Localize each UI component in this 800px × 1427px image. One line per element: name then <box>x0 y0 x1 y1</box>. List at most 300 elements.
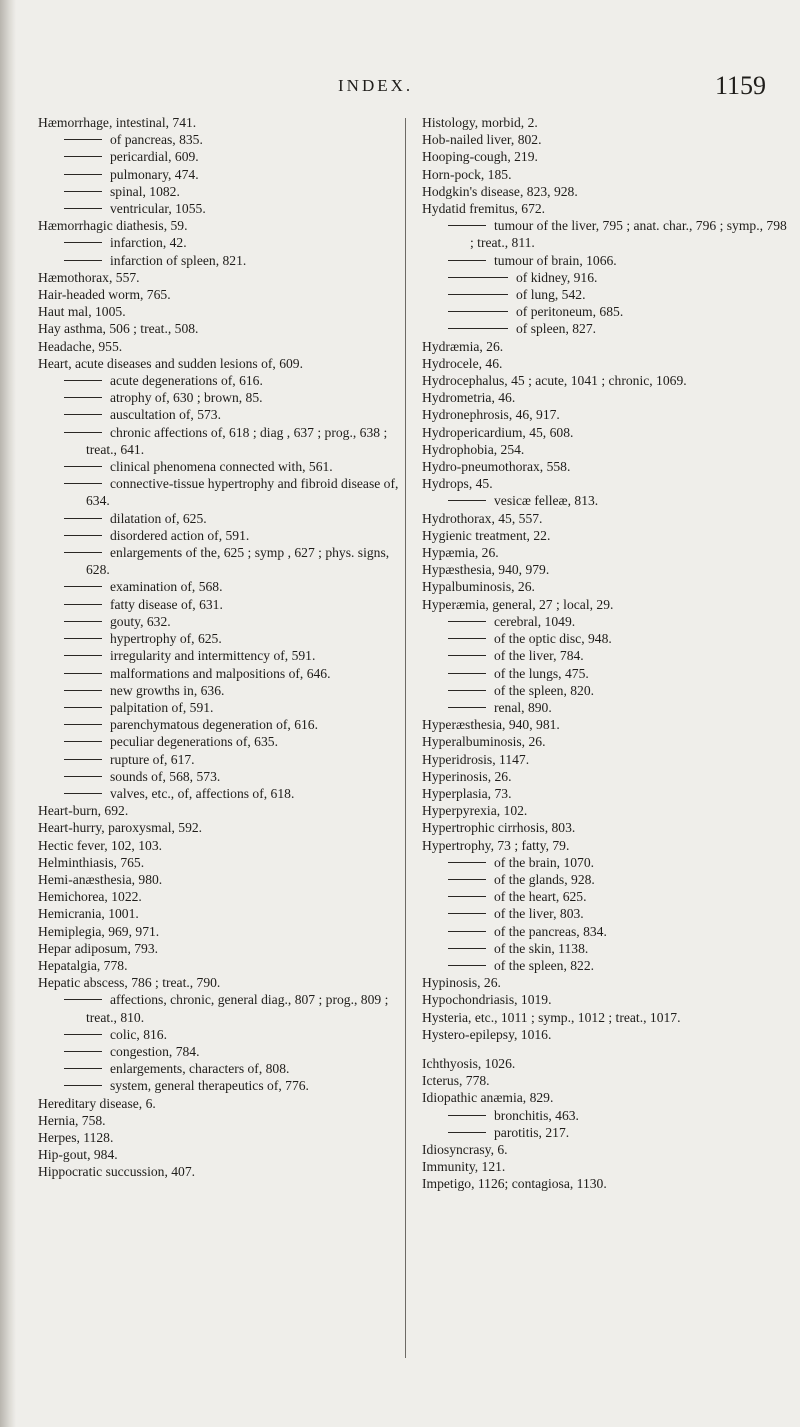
page-number: 1159 <box>715 71 767 100</box>
index-entry <box>422 406 787 423</box>
index-entry <box>38 837 403 854</box>
ditto-dash <box>64 1085 102 1086</box>
index-entry-text: chronic affections of, 618 ; diag , 637 ; prog., 638 ; treat., 641. <box>86 424 388 457</box>
index-entry <box>422 837 787 854</box>
index-entry-text: of lung, 542. <box>516 287 586 303</box>
index-entry <box>38 974 403 991</box>
index-entry <box>38 458 403 475</box>
index-entry <box>422 372 787 389</box>
index-entry-text: Hypæmia, 26. <box>422 545 499 561</box>
ditto-dash <box>64 139 102 140</box>
index-entry <box>422 492 787 509</box>
index-entry-text: of the glands, 928. <box>494 871 595 887</box>
index-entry-text: Hydrophobia, 254. <box>422 441 525 457</box>
index-entry <box>422 682 787 699</box>
index-entry <box>38 871 403 888</box>
index-entry-text: auscultation of, 573. <box>110 407 221 423</box>
index-entry-text: cerebral, 1049. <box>494 613 576 629</box>
ditto-dash <box>64 535 102 536</box>
page-title: INDEX. <box>338 76 414 95</box>
index-entry <box>38 716 403 733</box>
index-entry <box>38 1043 403 1060</box>
index-entry <box>422 802 787 819</box>
index-entry-text: dilatation of, 625. <box>110 510 207 526</box>
index-entry-text: Hypochondriasis, 1019. <box>422 992 552 1008</box>
index-entry <box>38 320 403 337</box>
index-entry <box>38 957 403 974</box>
index-entry <box>422 217 787 251</box>
ditto-dash <box>64 174 102 175</box>
index-entry-text: Hæmorrhage, intestinal, 741. <box>38 115 197 130</box>
index-entry <box>38 303 403 320</box>
index-entry <box>38 114 403 131</box>
index-entry-text: Hypalbuminosis, 26. <box>422 579 535 595</box>
index-entry-text: valves, etc., of, affections of, 618. <box>110 785 295 801</box>
index-entry-text: Hyperpyrexia, 102. <box>422 803 528 819</box>
index-entry-text: Hypæsthesia, 940, 979. <box>422 562 550 578</box>
index-entry-text: of pancreas, 835. <box>110 132 203 148</box>
ditto-dash <box>64 518 102 519</box>
index-entry-text: of the brain, 1070. <box>494 854 595 870</box>
index-entry <box>422 148 787 165</box>
index-entry <box>422 252 787 269</box>
index-entry-text: Idiosyncrasy, 6. <box>422 1141 508 1157</box>
index-entry <box>38 269 403 286</box>
index-entry <box>38 751 403 768</box>
index-entry <box>38 183 403 200</box>
ditto-dash <box>64 552 102 553</box>
index-entry <box>38 613 403 630</box>
index-entry <box>422 475 787 492</box>
index-entry <box>38 733 403 750</box>
index-entry <box>422 905 787 922</box>
index-entry-text: Hepatalgia, 778. <box>38 957 128 973</box>
index-entry-text: Hemi-anæsthesia, 980. <box>38 871 163 887</box>
ditto-dash <box>448 673 486 674</box>
index-entry <box>422 200 787 217</box>
ditto-dash <box>64 793 102 794</box>
index-entry <box>422 940 787 957</box>
index-entry-text: congestion, 784. <box>110 1043 200 1059</box>
ditto-dash <box>448 500 486 501</box>
index-entry <box>422 630 787 647</box>
index-entry-text: colic, 816. <box>110 1026 168 1042</box>
ditto-dash <box>64 156 102 157</box>
index-entry-text: clinical phenomena connected with, 561. <box>110 459 333 475</box>
ditto-dash <box>64 1068 102 1069</box>
index-entry-text: Hydrops, 45. <box>422 476 493 492</box>
index-entry <box>38 854 403 871</box>
index-entry <box>38 166 403 183</box>
index-entry <box>38 527 403 544</box>
index-entry <box>422 303 787 320</box>
index-entry-text: Hereditary disease, 6. <box>38 1095 156 1111</box>
index-entry <box>422 923 787 940</box>
index-entry <box>38 424 403 458</box>
index-entry-text: tumour of the liver, 795 ; anat. char., 796 ; symp., 798 ; treat., 811. <box>470 218 787 251</box>
index-entry-text: renal, 890. <box>494 699 552 715</box>
left-index-column <box>38 114 403 1181</box>
ditto-dash <box>448 328 508 329</box>
index-entry <box>422 1158 787 1175</box>
index-entry-text: Haut mal, 1005. <box>38 304 126 320</box>
index-entry-text: Hemiplegia, 969, 971. <box>38 923 160 939</box>
index-entry-text: of the optic disc, 948. <box>494 631 612 647</box>
index-entry <box>38 389 403 406</box>
index-entry-text: pulmonary, 474. <box>110 166 199 182</box>
index-entry-text: irregularity and intermittency of, 591. <box>110 648 316 664</box>
index-entry-text: of peritoneum, 685. <box>516 304 624 320</box>
index-entry <box>38 286 403 303</box>
index-entry <box>422 441 787 458</box>
index-entry-text: bronchitis, 463. <box>494 1107 579 1123</box>
ditto-dash <box>448 294 508 295</box>
index-entry <box>422 1175 787 1192</box>
index-entry <box>38 940 403 957</box>
index-entry-text: Hair-headed worm, 765. <box>38 287 171 303</box>
ditto-dash <box>64 242 102 243</box>
index-entry-text: tumour of brain, 1066. <box>494 252 617 268</box>
index-entry-text: Hippocratic succussion, 407. <box>38 1164 196 1180</box>
index-entry <box>422 733 787 750</box>
ditto-dash <box>448 862 486 863</box>
index-entry <box>422 647 787 664</box>
ditto-dash <box>64 191 102 192</box>
index-entry-text: Hay asthma, 506 ; treat., 508. <box>38 321 199 337</box>
right-index-column <box>422 114 787 1193</box>
index-entry-text: gouty, 632. <box>110 613 171 629</box>
index-entry-text: Heart-hurry, paroxysmal, 592. <box>38 820 203 836</box>
index-entry <box>422 665 787 682</box>
ditto-dash <box>64 621 102 622</box>
index-entry <box>38 234 403 251</box>
ditto-dash <box>448 621 486 622</box>
index-entry-text: Hypinosis, 26. <box>422 975 501 991</box>
ditto-dash <box>64 741 102 742</box>
index-entry-text: connective-tissue hypertrophy and fibroid disease of, 634. <box>86 476 399 509</box>
index-entry <box>38 1026 403 1043</box>
index-entry <box>422 768 787 785</box>
index-entry-text: of the spleen, 822. <box>494 957 595 973</box>
ditto-dash <box>64 724 102 725</box>
index-entry-text: Hydropericardium, 45, 608. <box>422 424 574 440</box>
index-entry <box>422 854 787 871</box>
index-entry-text: Hyperæsthesia, 940, 981. <box>422 717 560 733</box>
index-entry-text: Hemicrania, 1001. <box>38 906 139 922</box>
ditto-dash <box>448 931 486 932</box>
index-entry-text: of spleen, 827. <box>516 321 597 337</box>
ditto-dash <box>448 655 486 656</box>
index-entry <box>422 578 787 595</box>
index-entry <box>422 751 787 768</box>
index-entry <box>422 338 787 355</box>
ditto-dash <box>64 1051 102 1052</box>
index-entry-text: of the skin, 1138. <box>494 940 589 956</box>
index-entry <box>422 114 787 131</box>
ditto-dash <box>64 690 102 691</box>
index-entry-text: Hernia, 758. <box>38 1112 106 1128</box>
index-entry <box>422 389 787 406</box>
ditto-dash <box>64 397 102 398</box>
index-entry <box>38 1095 403 1112</box>
index-entry-text: Hydatid fremitus, 672. <box>422 201 546 217</box>
index-entry <box>422 424 787 441</box>
index-entry <box>422 355 787 372</box>
index-entry <box>422 269 787 286</box>
index-entry <box>422 320 787 337</box>
index-entry <box>38 148 403 165</box>
index-entry <box>422 716 787 733</box>
index-entry-text: Hooping-cough, 219. <box>422 149 538 165</box>
index-entry-text: Hepatic abscess, 786 ; treat., 790. <box>38 975 221 991</box>
ditto-dash <box>448 707 486 708</box>
index-entry-text: pericardial, 609. <box>110 149 199 165</box>
index-entry-text: Herpes, 1128. <box>38 1129 114 1145</box>
index-entry <box>422 699 787 716</box>
index-entry <box>422 991 787 1008</box>
index-entry <box>38 1163 403 1180</box>
index-entry <box>422 596 787 613</box>
index-entry-text: Immunity, 121. <box>422 1159 506 1175</box>
index-entry <box>422 561 787 578</box>
index-entry-text: Hyperalbuminosis, 26. <box>422 734 546 750</box>
index-entry <box>422 957 787 974</box>
index-entry <box>38 131 403 148</box>
index-entry <box>38 406 403 423</box>
index-entry-text: disordered action of, 591. <box>110 527 250 543</box>
index-entry <box>38 699 403 716</box>
index-entry-text: palpitation of, 591. <box>110 699 214 715</box>
index-entry <box>38 544 403 578</box>
column-divider <box>405 118 406 1358</box>
index-entry-text: new growths in, 636. <box>110 682 225 698</box>
ditto-dash <box>64 466 102 467</box>
index-entry-text: Hip-gout, 984. <box>38 1147 118 1163</box>
index-entry-text: enlargements of the, 625 ; symp , 627 ; phys. signs, 628. <box>86 545 390 578</box>
index-entry-text: Hepar adiposum, 793. <box>38 940 159 956</box>
index-entry-text: Horn-pock, 185. <box>422 166 512 182</box>
index-entry <box>38 372 403 389</box>
ditto-dash <box>64 776 102 777</box>
index-entry <box>38 768 403 785</box>
index-entry <box>38 647 403 664</box>
index-entry <box>38 630 403 647</box>
index-entry-text: of the spleen, 820. <box>494 682 595 698</box>
index-entry-text: rupture of, 617. <box>110 751 195 767</box>
ditto-dash <box>64 707 102 708</box>
index-entry-text: Hemichorea, 1022. <box>38 889 142 905</box>
book-spine-shadow <box>0 0 16 1427</box>
ditto-dash <box>64 260 102 261</box>
index-entry-text: of the liver, 784. <box>494 648 584 664</box>
ditto-dash <box>64 604 102 605</box>
index-entry-text: Hyperæmia, general, 27 ; local, 29. <box>422 596 614 612</box>
index-entry <box>422 871 787 888</box>
index-entry <box>38 200 403 217</box>
index-entry-text: hypertrophy of, 625. <box>110 631 222 647</box>
index-entry-text: Hæmothorax, 557. <box>38 269 140 285</box>
index-entry-text: sounds of, 568, 573. <box>110 768 221 784</box>
ditto-dash <box>448 311 508 312</box>
index-entry <box>38 596 403 613</box>
index-entry-text: Hydronephrosis, 46, 917. <box>422 407 560 423</box>
ditto-dash <box>448 948 486 949</box>
index-entry <box>38 578 403 595</box>
index-entry-text: enlargements, characters of, 808. <box>110 1061 290 1077</box>
page-header <box>0 71 800 106</box>
index-entry-text: Headache, 955. <box>38 338 123 354</box>
index-entry-text: Hyperinosis, 26. <box>422 768 512 784</box>
index-entry <box>38 888 403 905</box>
index-entry-text: acute degenerations of, 616. <box>110 373 263 389</box>
index-entry <box>38 905 403 922</box>
index-entry <box>38 510 403 527</box>
index-entry <box>38 1112 403 1129</box>
index-entry-text: of the pancreas, 834. <box>494 923 607 939</box>
index-entry <box>38 991 403 1025</box>
ditto-dash <box>448 913 486 914</box>
index-entry <box>422 183 787 200</box>
index-entry-text: Ichthyosis, 1026. <box>422 1055 516 1071</box>
index-entry-text: Hygienic treatment, 22. <box>422 527 551 543</box>
index-entry-text: infarction, 42. <box>110 235 187 251</box>
index-entry-text: Hydrometria, 46. <box>422 390 516 406</box>
index-entry <box>422 888 787 905</box>
index-entry-text: Hyperidrosis, 1147. <box>422 751 530 767</box>
index-entry <box>38 338 403 355</box>
index-entry-text: malformations and malpositions of, 646. <box>110 665 331 681</box>
index-entry <box>38 802 403 819</box>
ditto-dash <box>64 586 102 587</box>
index-entry-text: Hydræmia, 26. <box>422 338 504 354</box>
index-entry-text: Hypertrophic cirrhosis, 803. <box>422 820 576 836</box>
index-entry-text: of the heart, 625. <box>494 889 587 905</box>
ditto-dash <box>64 380 102 381</box>
index-entry <box>422 1124 787 1141</box>
ditto-dash <box>448 690 486 691</box>
index-entry-text: system, general therapeutics of, 776. <box>110 1078 309 1094</box>
ditto-dash <box>64 483 102 484</box>
ditto-dash <box>448 1132 486 1133</box>
index-entry <box>38 355 403 372</box>
index-entry-text: Heart, acute diseases and sudden lesions of, 609. <box>38 355 304 371</box>
index-entry-text: parotitis, 217. <box>494 1124 570 1140</box>
index-entry-text: Hydrothorax, 45, 557. <box>422 510 543 526</box>
index-entry-text: fatty disease of, 631. <box>110 596 223 612</box>
index-entry <box>38 252 403 269</box>
ditto-dash <box>448 896 486 897</box>
ditto-dash <box>64 655 102 656</box>
index-entry <box>38 682 403 699</box>
index-entry <box>422 785 787 802</box>
index-entry <box>422 1141 787 1158</box>
index-entry-text: Hæmorrhagic diathesis, 59. <box>38 218 188 234</box>
index-entry <box>422 1072 787 1089</box>
index-entry <box>422 544 787 561</box>
index-entry-text: of kidney, 916. <box>516 269 598 285</box>
ditto-dash <box>448 965 486 966</box>
index-entry-text: Hypertrophy, 73 ; fatty, 79. <box>422 837 570 853</box>
index-entry <box>38 475 403 509</box>
index-entry <box>422 1026 787 1043</box>
index-entry <box>422 131 787 148</box>
index-entry-text: peculiar degenerations of, 635. <box>110 734 278 750</box>
ditto-dash <box>64 208 102 209</box>
index-entry <box>422 1009 787 1026</box>
ditto-dash <box>448 277 508 278</box>
index-entry-text: examination of, 568. <box>110 579 223 595</box>
index-entry-text: of the lungs, 475. <box>494 665 589 681</box>
index-entry-text: Hydro-pneumothorax, 558. <box>422 459 571 475</box>
index-entry <box>422 527 787 544</box>
index-entry <box>38 217 403 234</box>
index-entry-text: infarction of spleen, 821. <box>110 252 247 268</box>
index-entry <box>38 1146 403 1163</box>
index-entry <box>422 974 787 991</box>
index-entry-text: Hysteria, etc., 1011 ; symp., 1012 ; treat., 1017. <box>422 1009 681 1025</box>
index-entry-text: of the liver, 803. <box>494 906 584 922</box>
index-entry <box>38 785 403 802</box>
index-entry-text: Hydrocele, 46. <box>422 355 503 371</box>
index-entry <box>422 1055 787 1072</box>
index-entry-text: Hodgkin's disease, 823, 928. <box>422 183 578 199</box>
index-entry <box>422 510 787 527</box>
ditto-dash <box>64 414 102 415</box>
index-entry <box>38 819 403 836</box>
index-entry <box>38 1060 403 1077</box>
ditto-dash <box>448 638 486 639</box>
index-entry <box>422 1089 787 1106</box>
index-entry-text: spinal, 1082. <box>110 183 180 199</box>
index-entry-text: vesicæ felleæ, 813. <box>494 493 599 509</box>
ditto-dash <box>448 260 486 261</box>
index-entry-text: ventricular, 1055. <box>110 201 206 217</box>
index-entry <box>38 923 403 940</box>
ditto-dash <box>448 225 486 226</box>
index-entry-text: affections, chronic, general diag., 807 ; prog., 809 ; treat., 810. <box>86 992 389 1025</box>
index-entry-text: Icterus, 778. <box>422 1073 490 1089</box>
index-entry <box>422 1107 787 1124</box>
index-entry-text: Histology, morbid, 2. <box>422 115 538 130</box>
index-entry <box>38 1077 403 1094</box>
index-entry-text: Hystero-epilepsy, 1016. <box>422 1026 552 1042</box>
index-entry-text: atrophy of, 630 ; brown, 85. <box>110 390 263 406</box>
index-entry <box>422 166 787 183</box>
index-entry-text: Hyperplasia, 73. <box>422 785 512 801</box>
index-entry-text: Hydrocephalus, 45 ; acute, 1041 ; chronic, 1069. <box>422 373 687 389</box>
ditto-dash <box>64 673 102 674</box>
index-entry <box>422 613 787 630</box>
index-entry <box>422 819 787 836</box>
ditto-dash <box>64 759 102 760</box>
ditto-dash <box>64 638 102 639</box>
index-entry <box>422 286 787 303</box>
index-entry-text: Idiopathic anæmia, 829. <box>422 1090 554 1106</box>
ditto-dash <box>64 432 102 433</box>
ditto-dash <box>448 1115 486 1116</box>
ditto-dash <box>64 1034 102 1035</box>
index-entry <box>422 458 787 475</box>
ditto-dash <box>64 999 102 1000</box>
ditto-dash <box>448 879 486 880</box>
index-entry-text: Hob-nailed liver, 802. <box>422 132 542 148</box>
index-entry-text: Impetigo, 1126; contagiosa, 1130. <box>422 1176 607 1192</box>
index-entry-text: Heart-burn, 692. <box>38 803 129 819</box>
index-entry-text: Helminthiasis, 765. <box>38 854 145 870</box>
index-entry-text: Hectic fever, 102, 103. <box>38 837 163 853</box>
index-entry <box>38 665 403 682</box>
index-entry <box>38 1129 403 1146</box>
